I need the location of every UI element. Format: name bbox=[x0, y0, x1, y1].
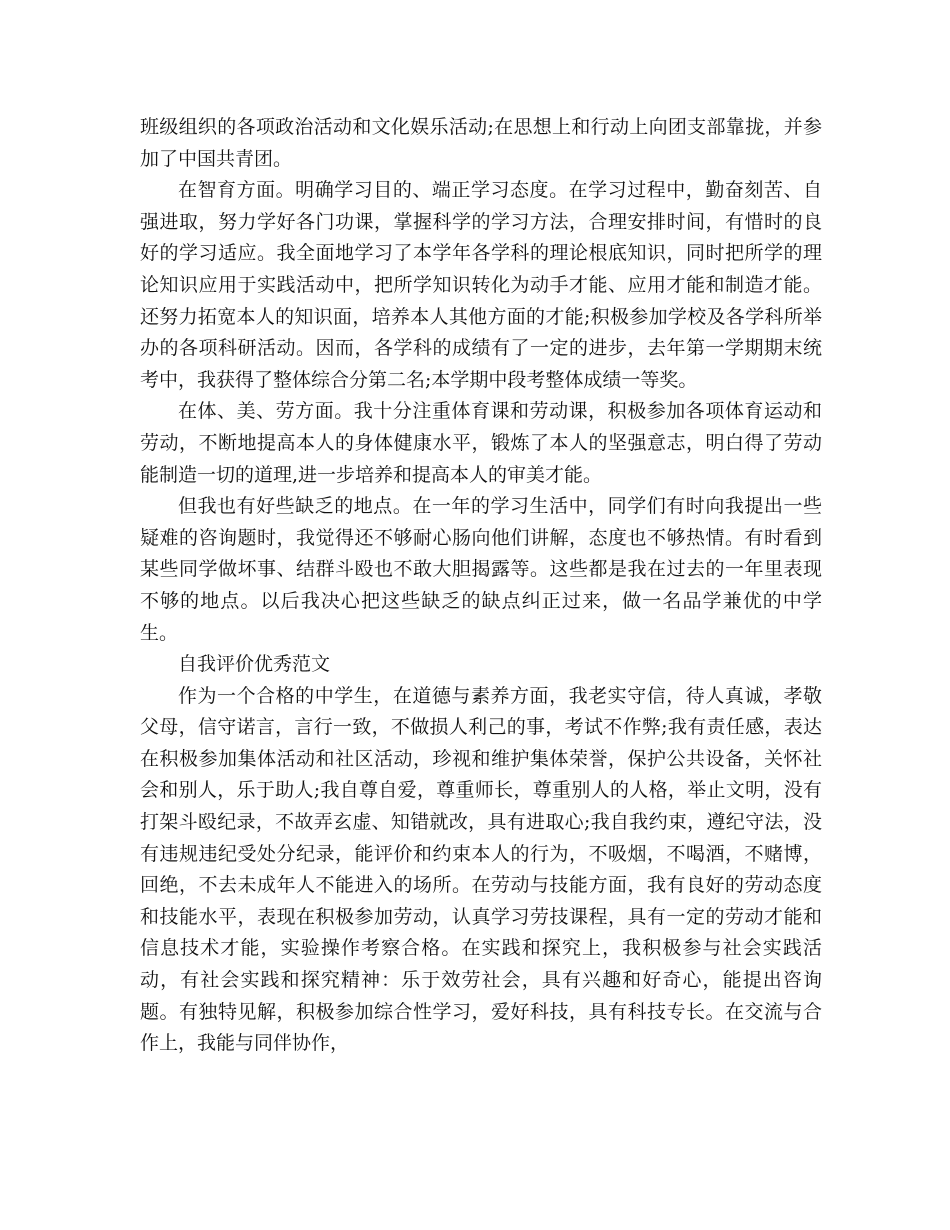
paragraph-5: 作为一个合格的中学生，在道德与素养方面，我老实守信，待人真诚，孝敬父母，信守诺言，言行一致，不做损人利己的事，考试不作弊;我有责任感，表达在积极参加集体活动和社区活动，珍视和维护集体荣誉，保护公共设备，关怀社会和别人，乐于助人;我自尊自爱，尊重师长，尊重别人的人格，举止文明，没有打架斗殴纪录，不故弄玄虚、知错就改，具有进取心;我自我约束，遵纪守法，没有违规违纪受处分纪录，能评价和约束本人的行为，不吸烟，不喝酒，不赌博，回绝，不去未成年人不能进入的场所。在劳动与技能方面，我有良好的劳动态度和技能水平，表现在积极参加劳动，认真学习劳技课程，具有一定的劳动才能和信息技术才能，实验操作考察合格。在实践和探究上，我积极参与社会实践活动，有社会实践和探究精神：乐于效劳社会，具有兴趣和好奇心，能提出咨询题。有独特见解，积极参加综合性学习，爱好科技，具有科技专长。在交流与合作上，我能与同伴协作， bbox=[140, 684, 822, 1055]
document-body bbox=[140, 112, 822, 1060]
paragraph-3: 在体、美、劳方面。我十分注重体育课和劳动课，积极参加各项体育运动和劳动，不断地提高本人的身体健康水平，锻炼了本人的坚强意志，明白得了劳动能制造一切的道理,进一步培养和提高本人的审美才能。 bbox=[140, 400, 822, 486]
paragraph-1: 班级组织的各项政治活动和文化娱乐活动;在思想上和行动上向团支部靠拢，并参加了中国共青团。 bbox=[140, 116, 822, 170]
section-heading: 自我评价优秀范文 bbox=[178, 653, 331, 676]
paragraph-2: 在智育方面。明确学习目的、端正学习态度。在学习过程中，勤奋刻苦、自强进取，努力学好各门功课，掌握科学的学习方法，合理安排时间，有惜时的良好的学习适应。我全面地学习了本学年各学科的理论根底知识，同时把所学的理论知识应用于实践活动中，把所学知识转化为动手才能、应用才能和制造才能。还努力拓宽本人的知识面，培养本人其他方面的才能;积极参加学校及各学科所举办的各项科研活动。因而，各学科的成绩有了一定的进步，去年第一学期期末统考中，我获得了整体综合分第二名;本学期中段考整体成绩一等奖。 bbox=[140, 179, 822, 391]
paragraph-4: 但我也有好些缺乏的地点。在一年的学习生活中，同学们有时向我提出一些疑难的咨询题时，我觉得还不够耐心肠向他们讲解，态度也不够热情。有时看到某些同学做坏事、结群斗殴也不敢大胆揭露等。这些都是我在过去的一年里表现不够的地点。以后我决心把这些缺乏的缺点纠正过来，做一名品学兼优的中学生。 bbox=[140, 495, 822, 644]
